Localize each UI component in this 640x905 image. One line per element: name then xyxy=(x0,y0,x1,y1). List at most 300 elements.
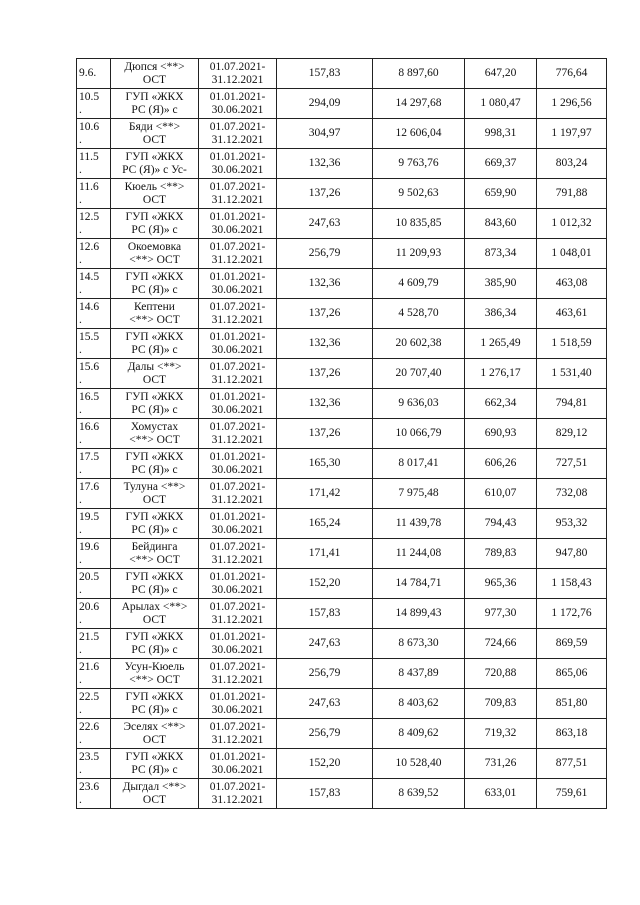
cell-line: 01.01.2021- xyxy=(209,750,266,763)
value-cell-v4: 759,61 xyxy=(537,779,607,809)
cell-line: Дыгдал <**> xyxy=(122,780,187,793)
cell-line: 01.01.2021- xyxy=(209,690,266,703)
cell-line: ГУП «ЖКХ xyxy=(125,750,184,763)
settlement-name-cell xyxy=(111,539,199,569)
value-cell-v1: 137,26 xyxy=(277,419,373,449)
settlement-name-cell xyxy=(111,779,199,809)
cell-line: 23.5 xyxy=(79,750,100,763)
cell-line: 31.12.2021 xyxy=(211,73,264,86)
settlement-name-cell xyxy=(111,599,199,629)
cell-line: Окоемовка xyxy=(127,240,182,253)
cell-line: РС (Я)» с xyxy=(131,703,178,716)
table-row xyxy=(77,389,607,419)
cell-line: . xyxy=(79,373,82,386)
value-cell-v1: 247,63 xyxy=(277,209,373,239)
value-cell-v3: 720,88 xyxy=(465,659,537,689)
row-number-cell xyxy=(77,149,111,179)
cell-line: 01.07.2021- xyxy=(209,180,266,193)
cell-line: 10.6 xyxy=(79,120,100,133)
cell-line: . xyxy=(79,763,82,776)
cell-line: 01.07.2021- xyxy=(209,300,266,313)
cell-line: ГУП «ЖКХ xyxy=(125,270,184,283)
period-cell xyxy=(199,329,277,359)
table-row xyxy=(77,629,607,659)
value-cell-v2: 11 244,08 xyxy=(373,539,465,569)
value-cell-v4: 863,18 xyxy=(537,719,607,749)
table-row xyxy=(77,359,607,389)
cell-line: 31.12.2021 xyxy=(211,253,264,266)
cell-line: 30.06.2021 xyxy=(211,223,264,236)
value-cell-v1: 132,36 xyxy=(277,269,373,299)
row-number-cell xyxy=(77,749,111,779)
row-number-cell xyxy=(77,449,111,479)
value-cell-v2: 11 209,93 xyxy=(373,239,465,269)
value-cell-v2: 9 636,03 xyxy=(373,389,465,419)
settlement-name-cell xyxy=(111,119,199,149)
cell-line: 12.5 xyxy=(79,210,100,223)
cell-line: <**> ОСТ xyxy=(129,673,180,686)
cell-line: . xyxy=(79,343,82,356)
period-cell xyxy=(199,599,277,629)
value-cell-v2: 12 606,04 xyxy=(373,119,465,149)
table-row xyxy=(77,689,607,719)
value-cell-v4: 829,12 xyxy=(537,419,607,449)
value-cell-v1: 132,36 xyxy=(277,389,373,419)
cell-line: . xyxy=(79,673,82,686)
value-cell-v4: 803,24 xyxy=(537,149,607,179)
cell-line: 01.01.2021- xyxy=(209,390,266,403)
table-row xyxy=(77,779,607,809)
period-cell xyxy=(199,659,277,689)
period-cell xyxy=(199,719,277,749)
period-cell xyxy=(199,629,277,659)
settlement-name-cell xyxy=(111,449,199,479)
settlement-name-cell xyxy=(111,209,199,239)
value-cell-v3: 386,34 xyxy=(465,299,537,329)
value-cell-v3: 794,43 xyxy=(465,509,537,539)
row-number-cell xyxy=(77,389,111,419)
row-number-cell xyxy=(77,269,111,299)
value-cell-v4: 791,88 xyxy=(537,179,607,209)
cell-line: 01.07.2021- xyxy=(209,780,266,793)
value-cell-v4: 1 172,76 xyxy=(537,599,607,629)
value-cell-v2: 14 297,68 xyxy=(373,89,465,119)
row-number-cell xyxy=(77,239,111,269)
row-number-cell xyxy=(77,329,111,359)
cell-line: 01.07.2021- xyxy=(209,420,266,433)
cell-line: 31.12.2021 xyxy=(211,313,264,326)
value-cell-v1: 157,83 xyxy=(277,779,373,809)
cell-line: 21.6 xyxy=(79,660,100,673)
value-cell-v4: 1 158,43 xyxy=(537,569,607,599)
row-number-cell xyxy=(77,779,111,809)
row-number-cell xyxy=(77,59,111,89)
row-number-cell xyxy=(77,659,111,689)
period-cell xyxy=(199,269,277,299)
value-cell-v4: 953,32 xyxy=(537,509,607,539)
settlement-name-cell xyxy=(111,749,199,779)
value-cell-v4: 794,81 xyxy=(537,389,607,419)
value-cell-v3: 669,37 xyxy=(465,149,537,179)
cell-line: Арылах <**> xyxy=(121,600,188,613)
value-cell-v1: 132,36 xyxy=(277,329,373,359)
value-cell-v2: 10 528,40 xyxy=(373,749,465,779)
cell-line: . xyxy=(79,193,82,206)
cell-line: 14.5 xyxy=(79,270,100,283)
table-row xyxy=(77,569,607,599)
cell-line: 21.5 xyxy=(79,630,100,643)
cell-line: 31.12.2021 xyxy=(211,793,264,806)
cell-line: 30.06.2021 xyxy=(211,643,264,656)
period-cell xyxy=(199,689,277,719)
table-row xyxy=(77,539,607,569)
value-cell-v3: 873,34 xyxy=(465,239,537,269)
cell-line: ОСТ xyxy=(142,613,167,626)
value-cell-v4: 1 296,56 xyxy=(537,89,607,119)
value-cell-v2: 9 763,76 xyxy=(373,149,465,179)
cell-line: 01.01.2021- xyxy=(209,450,266,463)
value-cell-v4: 1 518,59 xyxy=(537,329,607,359)
settlement-name-cell xyxy=(111,329,199,359)
value-cell-v4: 947,80 xyxy=(537,539,607,569)
cell-line: ОСТ xyxy=(142,373,167,386)
value-cell-v3: 724,66 xyxy=(465,629,537,659)
cell-line: <**> ОСТ xyxy=(129,253,180,266)
cell-line: 01.01.2021- xyxy=(209,210,266,223)
cell-line: 30.06.2021 xyxy=(211,583,264,596)
value-cell-v3: 662,34 xyxy=(465,389,537,419)
cell-line: 30.06.2021 xyxy=(211,763,264,776)
settlement-name-cell xyxy=(111,179,199,209)
settlement-name-cell xyxy=(111,419,199,449)
value-cell-v2: 8 897,60 xyxy=(373,59,465,89)
cell-line: Дюпся <**> xyxy=(124,60,185,73)
table-row xyxy=(77,509,607,539)
value-cell-v4: 727,51 xyxy=(537,449,607,479)
cell-line: Усун-Кюель xyxy=(124,660,185,673)
cell-line: 19.5 xyxy=(79,510,100,523)
value-cell-v2: 8 639,52 xyxy=(373,779,465,809)
cell-line: Эселях <**> xyxy=(123,720,186,733)
cell-line: Бейдинга xyxy=(131,540,178,553)
table-row xyxy=(77,179,607,209)
cell-line: 12.6 xyxy=(79,240,100,253)
value-cell-v4: 776,64 xyxy=(537,59,607,89)
cell-line: РС (Я)» с xyxy=(131,583,178,596)
value-cell-v2: 10 066,79 xyxy=(373,419,465,449)
period-cell xyxy=(199,59,277,89)
value-cell-v1: 137,26 xyxy=(277,299,373,329)
cell-line: . xyxy=(79,703,82,716)
cell-line: . xyxy=(79,253,82,266)
row-number-cell xyxy=(77,179,111,209)
value-cell-v2: 4 528,70 xyxy=(373,299,465,329)
value-cell-v3: 789,83 xyxy=(465,539,537,569)
value-cell-v1: 137,26 xyxy=(277,359,373,389)
value-cell-v1: 152,20 xyxy=(277,569,373,599)
cell-line: . xyxy=(79,133,82,146)
settlement-name-cell xyxy=(111,89,199,119)
value-cell-v1: 171,42 xyxy=(277,479,373,509)
period-cell xyxy=(199,479,277,509)
value-cell-v4: 732,08 xyxy=(537,479,607,509)
value-cell-v3: 998,31 xyxy=(465,119,537,149)
cell-line: <**> ОСТ xyxy=(129,553,180,566)
table-row xyxy=(77,749,607,779)
cell-line: . xyxy=(79,283,82,296)
value-cell-v3: 690,93 xyxy=(465,419,537,449)
cell-line: 01.01.2021- xyxy=(209,570,266,583)
value-cell-v1: 137,26 xyxy=(277,179,373,209)
cell-line: 01.01.2021- xyxy=(209,90,266,103)
value-cell-v3: 977,30 xyxy=(465,599,537,629)
cell-line: 17.6 xyxy=(79,480,100,493)
cell-line: 01.07.2021- xyxy=(209,600,266,613)
cell-line: ГУП «ЖКХ xyxy=(125,90,184,103)
value-cell-v3: 965,36 xyxy=(465,569,537,599)
value-cell-v3: 633,01 xyxy=(465,779,537,809)
cell-line: 31.12.2021 xyxy=(211,373,264,386)
value-cell-v3: 843,60 xyxy=(465,209,537,239)
value-cell-v4: 877,51 xyxy=(537,749,607,779)
period-cell xyxy=(199,779,277,809)
cell-line: РС (Я)» с xyxy=(131,283,178,296)
cell-line: . xyxy=(79,403,82,416)
value-cell-v4: 463,61 xyxy=(537,299,607,329)
cell-line: 30.06.2021 xyxy=(211,703,264,716)
settlement-name-cell xyxy=(111,629,199,659)
cell-line: 01.07.2021- xyxy=(209,480,266,493)
cell-line: 11.5 xyxy=(79,150,99,163)
value-cell-v1: 256,79 xyxy=(277,659,373,689)
cell-line: ГУП «ЖКХ xyxy=(125,630,184,643)
value-cell-v1: 304,97 xyxy=(277,119,373,149)
cell-line: . xyxy=(79,433,82,446)
row-number-cell xyxy=(77,719,111,749)
table-row xyxy=(77,149,607,179)
cell-line: ГУП «ЖКХ xyxy=(125,390,184,403)
value-cell-v2: 7 975,48 xyxy=(373,479,465,509)
value-cell-v1: 165,30 xyxy=(277,449,373,479)
period-cell xyxy=(199,449,277,479)
cell-line: 31.12.2021 xyxy=(211,433,264,446)
row-number-cell xyxy=(77,119,111,149)
row-number-cell xyxy=(77,539,111,569)
settlement-name-cell xyxy=(111,299,199,329)
value-cell-v2: 10 835,85 xyxy=(373,209,465,239)
cell-line: <**> ОСТ xyxy=(129,313,180,326)
cell-line: РС (Я)» с xyxy=(131,523,178,536)
value-cell-v4: 463,08 xyxy=(537,269,607,299)
cell-line: . xyxy=(79,163,82,176)
cell-line: ГУП «ЖКХ xyxy=(125,330,184,343)
value-cell-v2: 8 437,89 xyxy=(373,659,465,689)
value-cell-v4: 865,06 xyxy=(537,659,607,689)
cell-line: ГУП «ЖКХ xyxy=(125,570,184,583)
table-row xyxy=(77,239,607,269)
cell-line: 30.06.2021 xyxy=(211,163,264,176)
value-cell-v2: 14 899,43 xyxy=(373,599,465,629)
value-cell-v1: 157,83 xyxy=(277,599,373,629)
cell-line: 30.06.2021 xyxy=(211,463,264,476)
cell-line: ОСТ xyxy=(142,733,167,746)
cell-line: 01.01.2021- xyxy=(209,630,266,643)
cell-line: 23.6 xyxy=(79,780,100,793)
value-cell-v3: 1 265,49 xyxy=(465,329,537,359)
value-cell-v3: 659,90 xyxy=(465,179,537,209)
value-cell-v4: 1 048,01 xyxy=(537,239,607,269)
cell-line: ГУП «ЖКХ xyxy=(125,450,184,463)
period-cell xyxy=(199,569,277,599)
table-row xyxy=(77,599,607,629)
cell-line: 30.06.2021 xyxy=(211,283,264,296)
cell-line: РС (Я)» с xyxy=(131,343,178,356)
cell-line: Кюель <**> xyxy=(124,180,185,193)
cell-line: 17.5 xyxy=(79,450,100,463)
cell-line: ОСТ xyxy=(142,73,167,86)
table-row xyxy=(77,479,607,509)
cell-line: Далы <**> xyxy=(127,360,182,373)
cell-line: 31.12.2021 xyxy=(211,613,264,626)
value-cell-v2: 9 502,63 xyxy=(373,179,465,209)
period-cell xyxy=(199,209,277,239)
cell-line: . xyxy=(79,313,82,326)
cell-line: ГУП «ЖКХ xyxy=(125,150,184,163)
period-cell xyxy=(199,299,277,329)
cell-line: 31.12.2021 xyxy=(211,733,264,746)
tariff-table-body xyxy=(77,59,607,809)
cell-line: . xyxy=(79,733,82,746)
period-cell xyxy=(199,239,277,269)
table-row xyxy=(77,269,607,299)
value-cell-v1: 152,20 xyxy=(277,749,373,779)
row-number-cell xyxy=(77,89,111,119)
row-number-cell xyxy=(77,509,111,539)
cell-line: 19.6 xyxy=(79,540,100,553)
cell-line: 01.07.2021- xyxy=(209,360,266,373)
value-cell-v1: 294,09 xyxy=(277,89,373,119)
cell-line: 14.6 xyxy=(79,300,100,313)
cell-line: 22.5 xyxy=(79,690,100,703)
cell-line: РС (Я)» с xyxy=(131,103,178,116)
cell-line: 31.12.2021 xyxy=(211,673,264,686)
cell-line: ГУП «ЖКХ xyxy=(125,210,184,223)
table-row xyxy=(77,299,607,329)
row-number-cell xyxy=(77,599,111,629)
value-cell-v3: 647,20 xyxy=(465,59,537,89)
row-number-cell xyxy=(77,359,111,389)
value-cell-v3: 385,90 xyxy=(465,269,537,299)
value-cell-v3: 719,32 xyxy=(465,719,537,749)
cell-line: 15.6 xyxy=(79,360,100,373)
cell-line: 30.06.2021 xyxy=(211,103,264,116)
cell-line: Хомустах xyxy=(130,420,179,433)
cell-line: 15.5 xyxy=(79,330,100,343)
cell-line: 01.01.2021- xyxy=(209,510,266,523)
cell-line: 31.12.2021 xyxy=(211,193,264,206)
value-cell-v3: 606,26 xyxy=(465,449,537,479)
value-cell-v4: 1 531,40 xyxy=(537,359,607,389)
period-cell xyxy=(199,149,277,179)
cell-line: 30.06.2021 xyxy=(211,403,264,416)
cell-line: 01.07.2021- xyxy=(209,720,266,733)
period-cell xyxy=(199,389,277,419)
table-row xyxy=(77,419,607,449)
row-number-cell xyxy=(77,419,111,449)
settlement-name-cell xyxy=(111,479,199,509)
cell-line: . xyxy=(79,223,82,236)
cell-line: 01.07.2021- xyxy=(209,120,266,133)
value-cell-v2: 14 784,71 xyxy=(373,569,465,599)
cell-line: РС (Я)» с xyxy=(131,463,178,476)
period-cell xyxy=(199,539,277,569)
cell-line: . xyxy=(79,463,82,476)
cell-line: 20.5 xyxy=(79,570,100,583)
value-cell-v1: 256,79 xyxy=(277,719,373,749)
settlement-name-cell xyxy=(111,59,199,89)
value-cell-v4: 869,59 xyxy=(537,629,607,659)
settlement-name-cell xyxy=(111,239,199,269)
cell-line: . xyxy=(79,553,82,566)
value-cell-v2: 8 673,30 xyxy=(373,629,465,659)
settlement-name-cell xyxy=(111,719,199,749)
cell-line: 01.01.2021- xyxy=(209,150,266,163)
row-number-cell xyxy=(77,479,111,509)
cell-line: 31.12.2021 xyxy=(211,493,264,506)
cell-line: . xyxy=(79,613,82,626)
cell-line: 9.6. xyxy=(79,67,97,79)
cell-line: 01.01.2021- xyxy=(209,330,266,343)
value-cell-v2: 4 609,79 xyxy=(373,269,465,299)
value-cell-v1: 171,41 xyxy=(277,539,373,569)
cell-line: Кептени xyxy=(134,300,175,313)
cell-line: Бяди <**> xyxy=(128,120,181,133)
cell-line: . xyxy=(79,643,82,656)
cell-line: ОСТ xyxy=(142,793,167,806)
period-cell xyxy=(199,509,277,539)
settlement-name-cell xyxy=(111,269,199,299)
value-cell-v2: 8 017,41 xyxy=(373,449,465,479)
table-row xyxy=(77,329,607,359)
cell-line: 22.6 xyxy=(79,720,100,733)
cell-line: 20.6 xyxy=(79,600,100,613)
value-cell-v2: 20 707,40 xyxy=(373,359,465,389)
value-cell-v2: 20 602,38 xyxy=(373,329,465,359)
cell-line: ГУП «ЖКХ xyxy=(125,510,184,523)
cell-line: РС (Я)» с xyxy=(131,223,178,236)
row-number-cell xyxy=(77,299,111,329)
cell-line: Тулуна <**> xyxy=(123,480,186,493)
cell-line: ОСТ xyxy=(142,193,167,206)
row-number-cell xyxy=(77,209,111,239)
cell-line: 31.12.2021 xyxy=(211,553,264,566)
value-cell-v1: 247,63 xyxy=(277,689,373,719)
value-cell-v3: 709,83 xyxy=(465,689,537,719)
settlement-name-cell xyxy=(111,659,199,689)
cell-line: ОСТ xyxy=(142,493,167,506)
value-cell-v4: 1 197,97 xyxy=(537,119,607,149)
value-cell-v2: 11 439,78 xyxy=(373,509,465,539)
cell-line: 10.5 xyxy=(79,90,100,103)
cell-line: 01.01.2021- xyxy=(209,270,266,283)
cell-line: 31.12.2021 xyxy=(211,133,264,146)
row-number-cell xyxy=(77,569,111,599)
table-row xyxy=(77,719,607,749)
value-cell-v2: 8 403,62 xyxy=(373,689,465,719)
value-cell-v1: 132,36 xyxy=(277,149,373,179)
table-row xyxy=(77,59,607,89)
period-cell xyxy=(199,89,277,119)
